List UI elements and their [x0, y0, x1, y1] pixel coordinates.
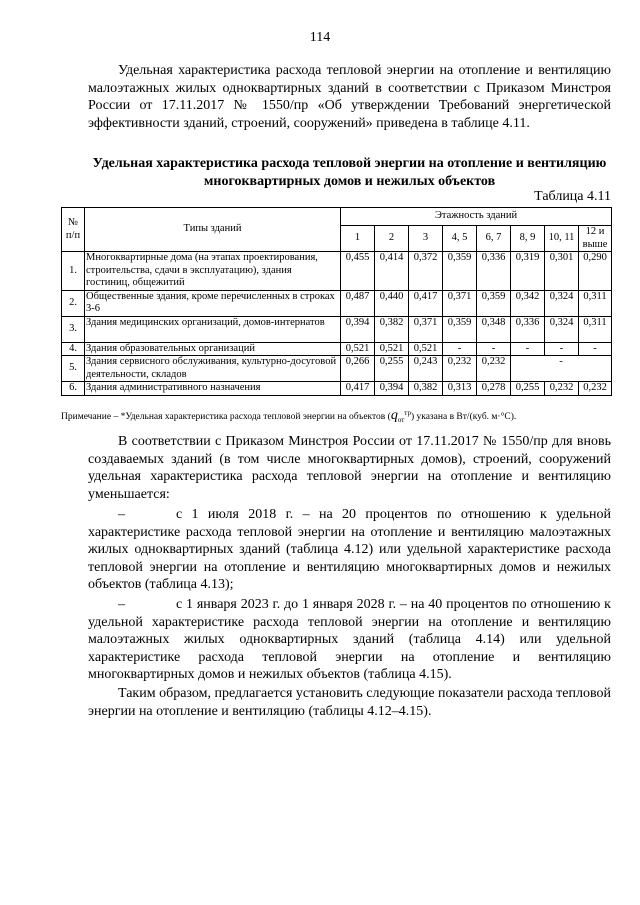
floor-header: 8, 9	[511, 226, 545, 252]
table-row	[62, 356, 612, 382]
building-type: Многоквартирные дома (на этапах проектирования, строительства, сдачи в эксплуатацию), здания гостиниц, общежитий	[85, 252, 341, 291]
paragraph-3-text: с 1 января 2023 г. до 1 января 2028 г. – на 40 процентов по отношению к удельной характеристике расхода тепловой энергии на отопление и вентиляцию малоэтажных жилых одноквартирных зданий (таблица 4.14) или удельной характеристике расхода тепловой энергии на отопление и вентиляцию многоквартирных домов и нежилых объектов (таблица 4.15).	[88, 597, 611, 682]
value-cell: 0,290	[579, 252, 612, 291]
floor-header: 6, 7	[477, 226, 511, 252]
value-cell: 0,359	[443, 316, 477, 342]
table-row	[62, 342, 612, 356]
building-type: Здания образовательных организаций	[85, 342, 341, 356]
table-title: Удельная характеристика расхода тепловой энергии на отопление и вентиляцию многоквартирных домов и нежилых объектов	[92, 156, 607, 189]
header-floors: Этажность зданий	[341, 208, 612, 226]
value-cell: 0,336	[511, 316, 545, 342]
intro-paragraph-text: Удельная характеристика расхода тепловой энергии на отопление и вентиляцию малоэтажных жилых одноквартирных зданий в соответствии с Приказом Минстроя России от 17.11.2017 № 1550/пр «Об утверждении Требований энергетической эффективности зданий, строений, сооружений» приведена в таблице 4.11.	[88, 63, 611, 131]
paragraph-3	[88, 596, 611, 684]
paragraph-1	[88, 433, 611, 503]
table-note	[61, 408, 621, 424]
row-number: 2.	[62, 290, 85, 316]
table-row	[62, 252, 612, 291]
table-number: Таблица 4.11	[534, 189, 611, 204]
value-cell: 0,319	[511, 252, 545, 291]
value-cell: 0,278	[477, 382, 511, 396]
table-row	[62, 290, 612, 316]
value-cell: 0,359	[477, 290, 511, 316]
table-row	[62, 382, 612, 396]
value-cell: 0,382	[375, 316, 409, 342]
row-number: 5.	[62, 356, 85, 382]
value-cell: 0,394	[375, 382, 409, 396]
value-cell: 0,348	[477, 316, 511, 342]
value-cell: 0,372	[409, 252, 443, 291]
row-number: 1.	[62, 252, 85, 291]
value-cell: 0,232	[579, 382, 612, 396]
value-cell: 0,232	[477, 356, 511, 382]
row-number: 3.	[62, 316, 85, 342]
value-cell: 0,371	[443, 290, 477, 316]
value-cell: 0,266	[341, 356, 375, 382]
table-row	[62, 316, 612, 342]
value-cell: 0,394	[341, 316, 375, 342]
building-type: Здания сервисного обслуживания, культурно-досуговой деятельности, складов	[85, 356, 341, 382]
value-cell: 0,232	[545, 382, 579, 396]
floor-header: 4, 5	[443, 226, 477, 252]
value-cell: 0,371	[409, 316, 443, 342]
floor-header: 2	[375, 226, 409, 252]
floor-header: 10, 11	[545, 226, 579, 252]
header-num: № п/п	[62, 208, 85, 252]
value-cell: 0,342	[511, 290, 545, 316]
paragraph-4	[88, 685, 611, 720]
row-number: 4.	[62, 342, 85, 356]
value-cell: 0,414	[375, 252, 409, 291]
value-cell: 0,324	[545, 290, 579, 316]
value-cell: 0,521	[375, 342, 409, 356]
value-cell: 0,243	[409, 356, 443, 382]
note-text-after: ) указана в Вт/(куб. м·°С).	[410, 412, 517, 422]
value-cell: 0,255	[375, 356, 409, 382]
value-cell: 0,521	[341, 342, 375, 356]
value-cell: 0,324	[545, 316, 579, 342]
floor-header: 3	[409, 226, 443, 252]
value-cell: 0,382	[409, 382, 443, 396]
value-cell: -	[511, 342, 545, 356]
page-number: 114	[309, 30, 331, 45]
floor-header: 1	[341, 226, 375, 252]
value-cell: 0,417	[341, 382, 375, 396]
value-cell: 0,487	[341, 290, 375, 316]
merged-value-cell: -	[511, 356, 612, 382]
value-cell: 0,311	[579, 316, 612, 342]
value-cell: 0,313	[443, 382, 477, 396]
building-type: Здания административного назначения	[85, 382, 341, 396]
paragraph-2-text: с 1 июля 2018 г. – на 20 процентов по отношению к удельной характеристике расхода тепловой энергии на отопление и вентиляцию малоэтажных жилых одноквартирных зданий (таблица 4.12) или удельной характеристике расхода тепловой энергии на отопление и вентиляцию многоквартирных домов и нежилых объектов (таблица 4.13);	[88, 507, 611, 592]
value-cell: 0,301	[545, 252, 579, 291]
q-superscript: тр	[404, 408, 411, 417]
value-cell: -	[443, 342, 477, 356]
q-subscript: от	[397, 415, 405, 424]
header-type: Типы зданий	[85, 208, 341, 252]
value-cell: -	[477, 342, 511, 356]
paragraph-1-text: В соответствии с Приказом Минстроя России от 17.11.2017 № 1550/пр для вновь создаваемых зданий (в том числе многоквартирных домов), строений, сооружений удельная характеристика расхода тепловой энергии на отопление и вентиляцию уменьшается:	[88, 434, 611, 502]
value-cell: 0,311	[579, 290, 612, 316]
paragraph-2	[88, 506, 611, 594]
note-text-before: Примечание – *Удельная характеристика расхода тепловой энергии на объектов (	[61, 412, 391, 422]
value-cell: 0,417	[409, 290, 443, 316]
value-cell: 0,232	[443, 356, 477, 382]
intro-paragraph	[88, 62, 611, 132]
value-cell: -	[579, 342, 612, 356]
paragraph-4-text: Таким образом, предлагается установить следующие показатели расхода тепловой энергии на отопление и вентиляцию (таблицы 4.12–4.15).	[88, 686, 611, 719]
value-cell: 0,255	[511, 382, 545, 396]
value-cell: 0,336	[477, 252, 511, 291]
q-symbol: q	[390, 408, 398, 423]
row-number: 6.	[62, 382, 85, 396]
value-cell: 0,521	[409, 342, 443, 356]
building-type: Общественные здания, кроме перечисленных в строках 3-6	[85, 290, 341, 316]
value-cell: 0,440	[375, 290, 409, 316]
heat-characteristic-table	[61, 207, 612, 396]
value-cell: -	[545, 342, 579, 356]
dash-bullet: –	[118, 507, 125, 522]
value-cell: 0,359	[443, 252, 477, 291]
value-cell: 0,455	[341, 252, 375, 291]
dash-bullet: –	[118, 597, 125, 612]
floor-header: 12 и выше	[579, 226, 612, 252]
building-type: Здания медицинских организаций, домов-интернатов	[85, 316, 341, 342]
